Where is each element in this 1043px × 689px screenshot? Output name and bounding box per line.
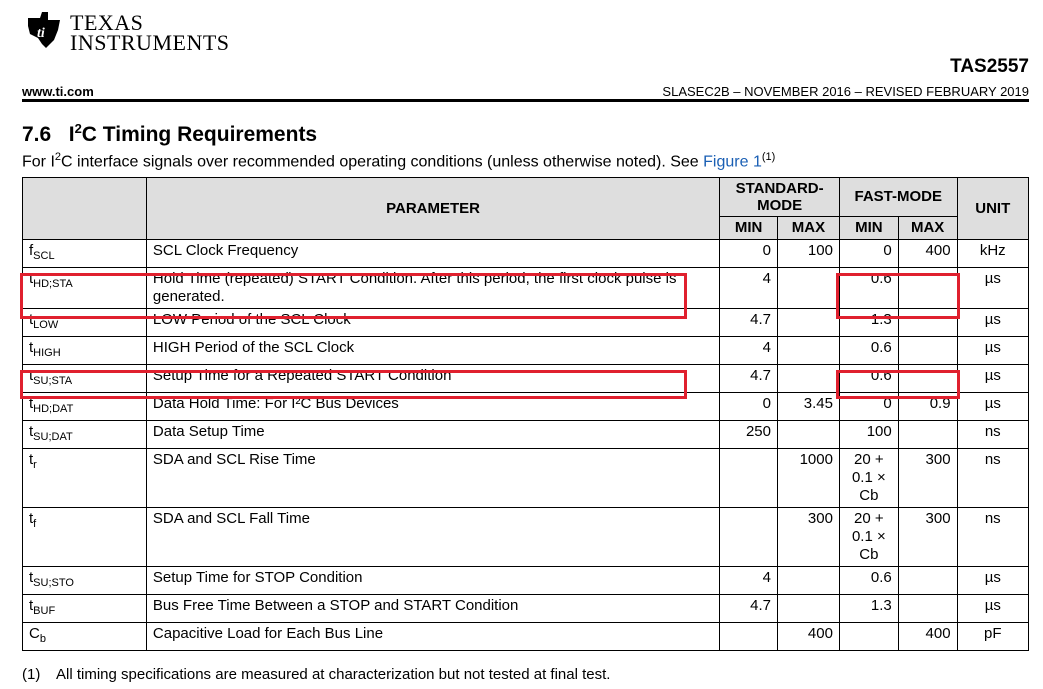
highlight-box-hd-sta-param <box>20 273 687 319</box>
footnote-text: All timing specifications are measured at characterization but not tested at final test. <box>56 666 611 683</box>
unit-cell: ns <box>957 508 1028 567</box>
desc-cell: SCL Clock Frequency <box>146 240 719 268</box>
unit-cell: µs <box>957 309 1028 337</box>
smax-cell: 1000 <box>778 449 840 508</box>
smax-cell: 100 <box>778 240 840 268</box>
fmin-cell: 100 <box>839 421 898 449</box>
fmin-cell: 0.6 <box>839 365 898 393</box>
fmin-cell: 0 <box>839 240 898 268</box>
svg-text:ti: ti <box>37 26 45 41</box>
symbol-main: t <box>29 451 34 468</box>
desc-cell: Bus Free Time Between a STOP and START Condition <box>146 595 719 623</box>
desc-cell: Setup Time for a Repeated START Condition <box>146 365 719 393</box>
footnote <box>22 666 610 683</box>
desc-cell: SDA and SCL Rise Time <box>146 449 719 508</box>
header-unit: UNIT <box>957 178 1028 240</box>
brand-line-1: TEXAS <box>70 10 144 35</box>
footnote-ref[interactable]: (1) <box>761 151 776 163</box>
symbol-main: t <box>29 395 34 412</box>
smax-cell <box>778 365 840 393</box>
desc-cell: Capacitive Load for Each Bus Line <box>146 623 719 651</box>
symbol-cell <box>23 240 147 268</box>
header-symbol <box>23 178 147 240</box>
header-parameter: PARAMETER <box>146 178 719 240</box>
symbol-cell <box>23 595 147 623</box>
symbol-subscript: SU;DAT <box>33 431 73 443</box>
fmin-cell: 20 + 0.1 × Cb <box>839 449 898 508</box>
symbol-cell <box>23 337 147 365</box>
symbol-subscript: SU;STA <box>33 375 73 387</box>
symbol-main: C <box>29 625 40 642</box>
fmin-cell: 0.6 <box>839 337 898 365</box>
header-std-max: MAX <box>778 217 840 240</box>
unit-cell: kHz <box>957 240 1028 268</box>
footnote-label: (1) <box>22 666 41 683</box>
ti-logo-icon <box>24 10 66 50</box>
symbol-main: t <box>29 270 34 287</box>
symbol-main: t <box>29 510 34 527</box>
fmin-cell: 1.3 <box>839 309 898 337</box>
fmin-cell: 0 <box>839 393 898 421</box>
smin-cell <box>720 508 778 567</box>
symbol-subscript: HD;DAT <box>33 403 74 415</box>
table-row <box>23 337 1029 365</box>
section-number: 7.6 <box>22 123 52 146</box>
fmax-cell: 400 <box>898 240 957 268</box>
symbol-cell <box>23 508 147 567</box>
smax-cell <box>778 309 840 337</box>
symbol-main: t <box>29 569 34 586</box>
symbol-subscript: HIGH <box>33 347 61 359</box>
desc-cell: Data Setup Time <box>146 421 719 449</box>
smin-cell: 0 <box>720 240 778 268</box>
document-id: SLASEC2B – NOVEMBER 2016 – REVISED FEBRUARY 2019 <box>662 84 1029 99</box>
symbol-cell <box>23 421 147 449</box>
fmax-cell: 0.9 <box>898 393 957 421</box>
fmin-cell: 20 + 0.1 × Cb <box>839 508 898 567</box>
part-number: TAS2557 <box>950 56 1029 77</box>
header-rule <box>22 99 1029 102</box>
section-intro <box>22 151 775 171</box>
unit-cell: µs <box>957 567 1028 595</box>
smin-cell: 4.7 <box>720 309 778 337</box>
intro-text-mid: C interface signals over recommended operating conditions (unless otherwise noted). See <box>61 153 704 171</box>
unit-cell: µs <box>957 268 1028 309</box>
section-heading <box>22 121 317 147</box>
symbol-main: t <box>29 423 34 440</box>
fmax-cell <box>898 421 957 449</box>
header-fast-min: MIN <box>839 217 898 240</box>
smax-cell <box>778 567 840 595</box>
smin-cell: 0 <box>720 393 778 421</box>
symbol-subscript: f <box>33 518 37 530</box>
intro-sup: 2 <box>54 151 62 163</box>
symbol-main: t <box>29 597 34 614</box>
table-row <box>23 240 1029 268</box>
fmin-cell: 1.3 <box>839 595 898 623</box>
table-row <box>23 623 1029 651</box>
symbol-subscript: LOW <box>33 319 59 331</box>
symbol-subscript: BUF <box>33 605 56 617</box>
table-row <box>23 421 1029 449</box>
symbol-main: t <box>29 339 34 356</box>
table-row <box>23 508 1029 567</box>
unit-cell: ns <box>957 421 1028 449</box>
smax-cell: 3.45 <box>778 393 840 421</box>
unit-cell: µs <box>957 337 1028 365</box>
header-std-min: MIN <box>720 217 778 240</box>
symbol-subscript: r <box>33 459 37 471</box>
website-link[interactable]: www.ti.com <box>22 84 94 99</box>
symbol-subscript: SU;STO <box>33 577 74 589</box>
desc-cell: Setup Time for STOP Condition <box>146 567 719 595</box>
symbol-main: f <box>29 242 34 259</box>
fmax-cell <box>898 595 957 623</box>
symbol-main: t <box>29 367 34 384</box>
fmin-cell <box>839 623 898 651</box>
desc-cell: Data Hold Time: For I²C Bus Devices <box>146 393 719 421</box>
unit-cell: µs <box>957 393 1028 421</box>
smin-cell: 4.7 <box>720 595 778 623</box>
fmin-cell: 0.6 <box>839 567 898 595</box>
smax-cell <box>778 337 840 365</box>
smax-cell <box>778 268 840 309</box>
symbol-cell <box>23 449 147 508</box>
highlight-box-su-sta-param <box>20 370 687 399</box>
table-row <box>23 595 1029 623</box>
smax-cell: 300 <box>778 508 840 567</box>
smin-cell <box>720 623 778 651</box>
desc-cell: SDA and SCL Fall Time <box>146 508 719 567</box>
smin-cell <box>720 449 778 508</box>
fmax-cell <box>898 567 957 595</box>
smin-cell: 4 <box>720 337 778 365</box>
smin-cell: 4 <box>720 567 778 595</box>
smin-cell: 4 <box>720 268 778 309</box>
fmax-cell: 400 <box>898 623 957 651</box>
symbol-subscript: b <box>39 633 46 645</box>
header-fast-max: MAX <box>898 217 957 240</box>
smin-cell: 250 <box>720 421 778 449</box>
desc-cell: LOW Period of the SCL Clock <box>146 309 719 337</box>
unit-cell: µs <box>957 365 1028 393</box>
smax-cell: 400 <box>778 623 840 651</box>
symbol-main: t <box>29 311 34 328</box>
fmax-cell <box>898 337 957 365</box>
brand-line-2: INSTRUMENTS <box>70 30 230 55</box>
symbol-subscript: HD;STA <box>33 278 73 290</box>
fmax-cell: 300 <box>898 449 957 508</box>
desc-cell: HIGH Period of the SCL Clock <box>146 337 719 365</box>
section-title-post: C Timing Requirements <box>81 123 318 146</box>
header-fast-mode: FAST-MODE <box>839 178 957 217</box>
highlight-box-su-sta-fast-min <box>836 370 960 399</box>
fmin-cell: 0.6 <box>839 268 898 309</box>
highlight-box-hd-sta-fast-min <box>836 273 960 319</box>
i2c-timing-table <box>22 177 1029 651</box>
smin-cell: 4.7 <box>720 365 778 393</box>
section-title-sup: 2 <box>74 121 82 136</box>
table-row <box>23 449 1029 508</box>
symbol-cell <box>23 567 147 595</box>
header-standard-mode: STANDARD-MODE <box>720 178 840 217</box>
desc-cell: Hold Time (repeated) START Condition. After this period, the first clock pulse is generated. <box>146 268 719 309</box>
smax-cell <box>778 421 840 449</box>
smax-cell <box>778 595 840 623</box>
section-title-pre: I <box>68 123 75 146</box>
intro-text-pre: For I <box>22 153 55 171</box>
fmax-cell: 300 <box>898 508 957 567</box>
symbol-subscript: SCL <box>33 250 55 262</box>
unit-cell: pF <box>957 623 1028 651</box>
unit-cell: ns <box>957 449 1028 508</box>
unit-cell: µs <box>957 595 1028 623</box>
table-row <box>23 567 1029 595</box>
figure-1-link[interactable]: Figure 1 <box>703 153 762 171</box>
symbol-cell <box>23 623 147 651</box>
